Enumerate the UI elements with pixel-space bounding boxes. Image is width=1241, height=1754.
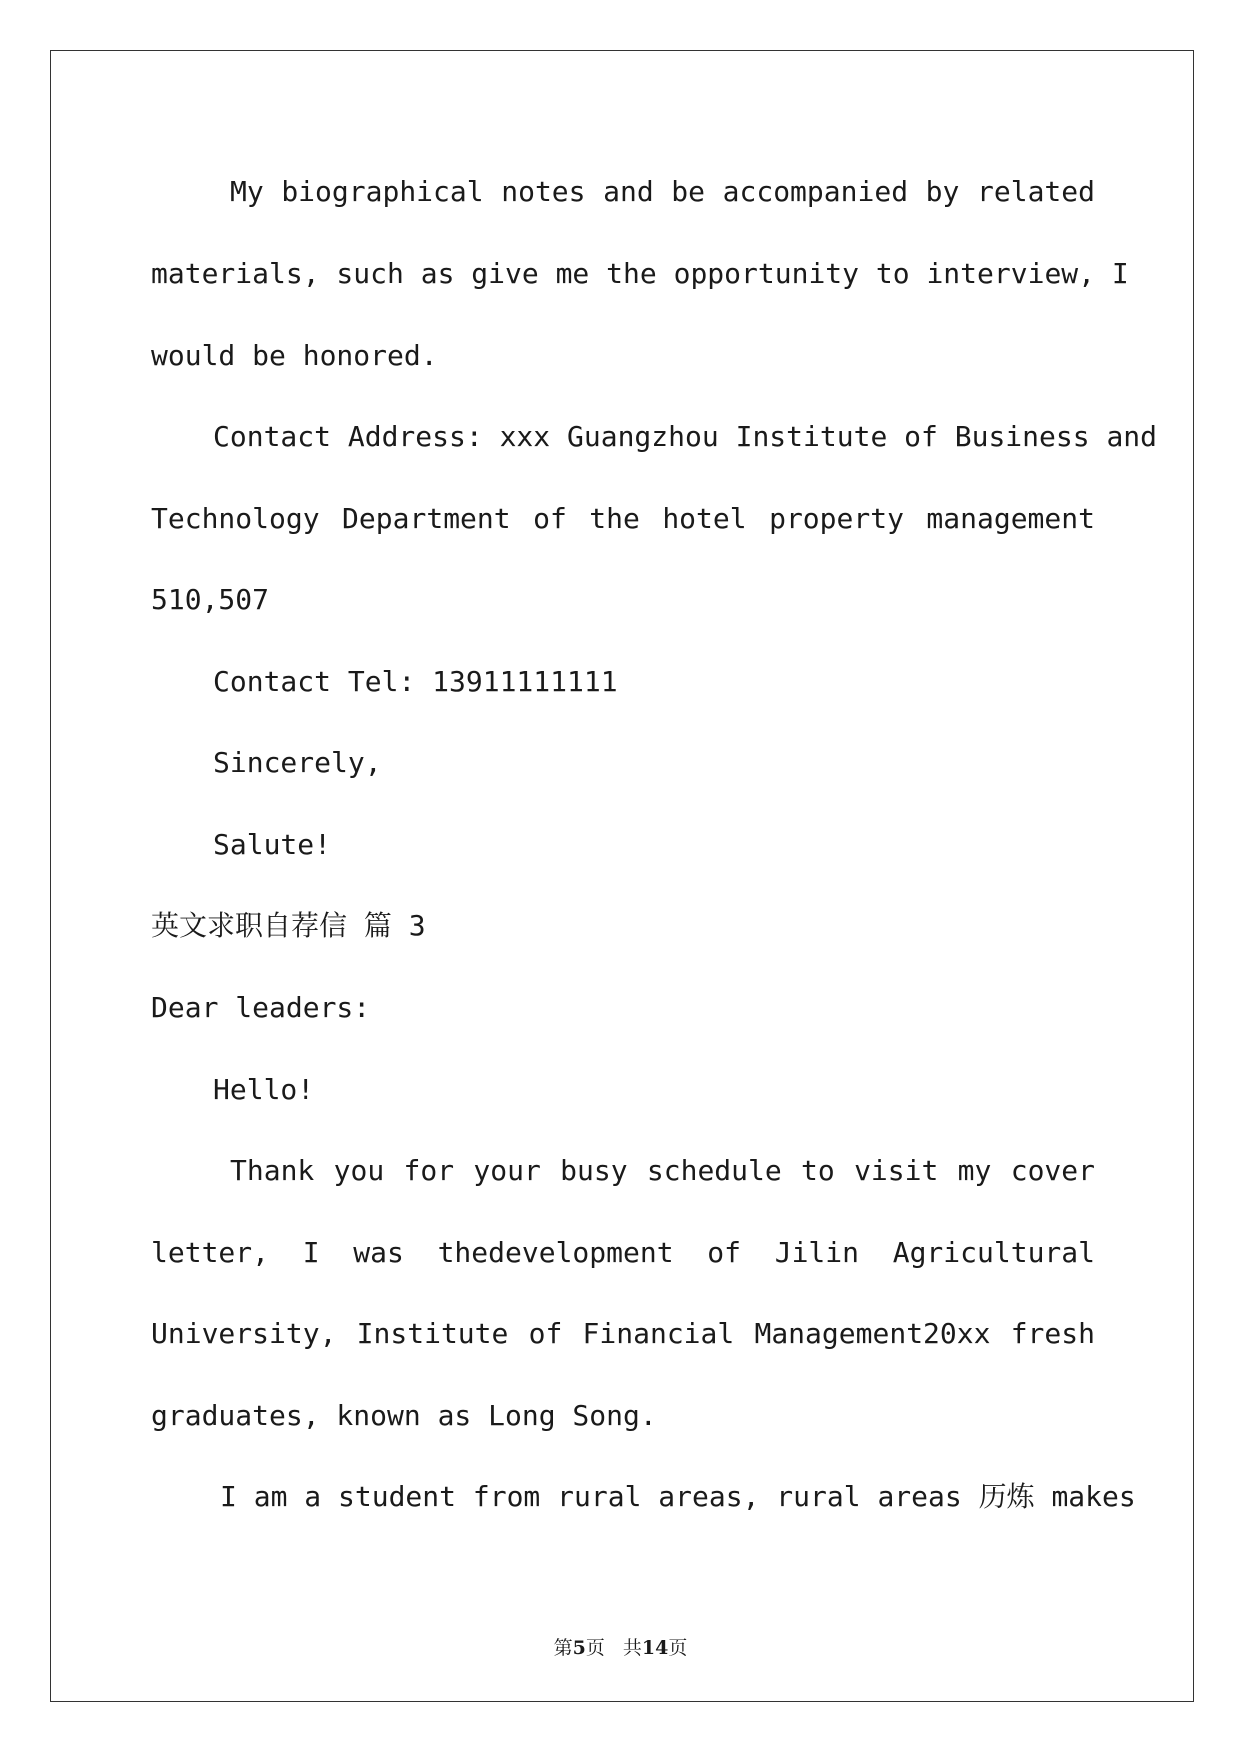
total-suffix: 页: [668, 1637, 688, 1659]
paragraph-line: Contact Address: xxx Guangzhou Institute of Business and: [213, 420, 1158, 453]
paragraph-line: I am a student from rural areas, rural areas 历炼 makes: [220, 1480, 1136, 1513]
paragraph-line: Thank you for your busy schedule to visit my cover: [230, 1154, 1095, 1187]
greeting-line: Hello!: [213, 1073, 315, 1106]
paragraph-line: letter, I was thedevelopment of Jilin Agricultural: [151, 1236, 1095, 1269]
paragraph-line: 510,507: [151, 583, 270, 616]
paragraph-line: My biographical notes and be accompanied by related: [230, 175, 1095, 208]
total-pages: 14: [641, 1637, 669, 1659]
salutation-line: Dear leaders:: [151, 991, 371, 1024]
paragraph-line: Salute!: [213, 828, 332, 861]
paragraph-line: University, Institute of Financial Management20xx fresh: [151, 1317, 1095, 1350]
page-prefix: 第: [553, 1637, 573, 1659]
paragraph-line: graduates, known as Long Song.: [151, 1399, 657, 1432]
paragraph-line: Sincerely,: [213, 746, 382, 779]
page-number: 5: [572, 1637, 586, 1659]
paragraph-line: would be honored.: [151, 339, 438, 372]
paragraph-line: materials, such as give me the opportunity to interview, I: [151, 257, 1129, 290]
page-footer: [0, 1633, 1241, 1660]
page-border: [50, 50, 1194, 1702]
paragraph-line: Technology Department of the hotel property management: [151, 502, 1095, 535]
paragraph-line: Contact Tel: 13911111111: [213, 665, 618, 698]
section-heading: 英文求职自荐信 篇 3: [151, 909, 426, 942]
total-prefix: 共: [622, 1637, 642, 1659]
page-suffix: 页: [585, 1637, 605, 1659]
